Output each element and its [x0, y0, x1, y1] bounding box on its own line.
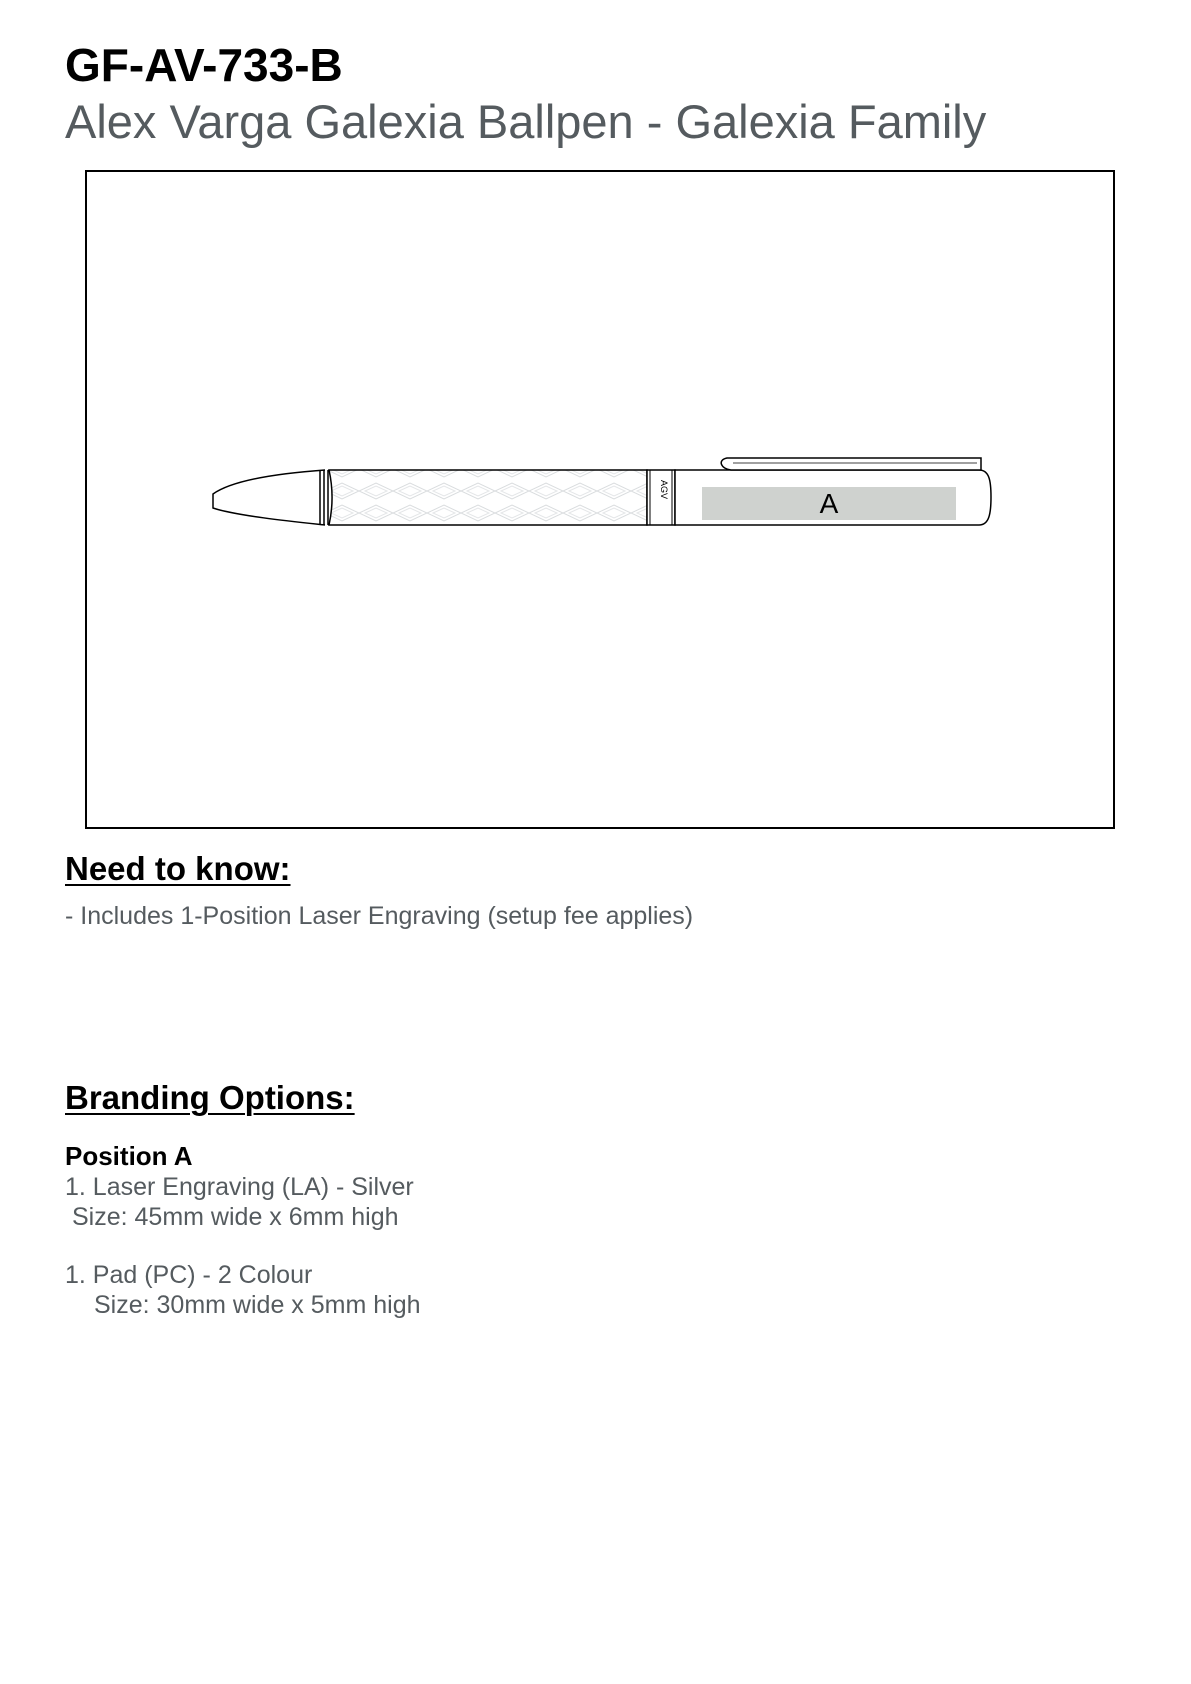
branding-option-size: Size: 30mm wide x 5mm high: [94, 1291, 421, 1319]
pen-center-band: [647, 470, 675, 525]
pen-clip: [721, 458, 981, 470]
branding-option-title: 1. Pad (PC) - 2 Colour: [65, 1261, 313, 1289]
position-marker: A: [819, 488, 839, 519]
need-to-know-item: - Includes 1-Position Laser Engraving (setup fee applies): [65, 902, 694, 930]
product-code: GF-AV-733-B: [65, 39, 343, 91]
pen-barrel: [329, 470, 647, 525]
position-a-label: Position A: [65, 1141, 193, 1171]
pen-line-drawing: [87, 172, 1113, 827]
product-name: Alex Varga Galexia Ballpen - Galexia Family: [65, 95, 987, 148]
product-drawing-frame: [85, 170, 1115, 829]
branding-option-size: Size: 45mm wide x 6mm high: [72, 1203, 399, 1231]
branding-options-heading: Branding Options:: [65, 1079, 355, 1116]
need-to-know-heading: Need to know:: [65, 850, 291, 887]
branding-option-title: 1. Laser Engraving (LA) - Silver: [65, 1173, 414, 1201]
pen-tip: [213, 470, 325, 525]
pen-brand-mark: AGV: [659, 480, 669, 500]
